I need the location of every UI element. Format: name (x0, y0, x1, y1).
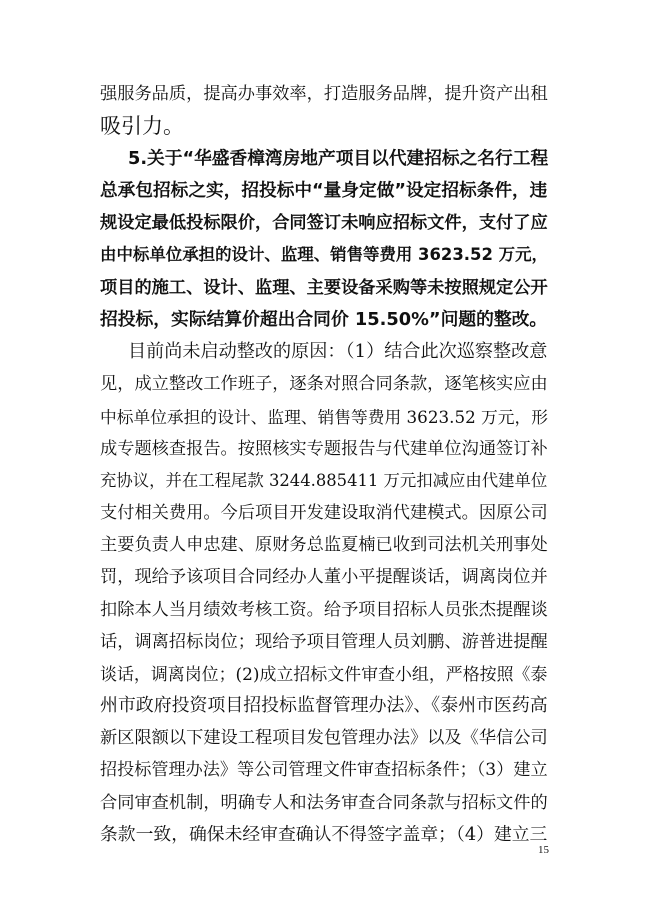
section-heading-line: 总承包招标之实，招投标中“量身定做”设定招标条件，违 (100, 181, 548, 201)
body-text-line: 主要负责人申忠建、原财务总监夏楠已收到司法机关刑事处 (100, 535, 548, 555)
body-text-line: 吸引力。 (100, 114, 184, 138)
body-text-line: 合同审查机制，明确专人和法务审查合同条款与招标文件的 (100, 793, 548, 813)
body-text-line: 谈话，调离岗位；(2)成立招标文件审查小组，严格按照《泰 (100, 664, 548, 684)
body-text-line: 罚，现给予该项目合同经办人董小平提醒谈话，调离岗位并 (100, 567, 548, 587)
section-heading-line: 项目的施工、设计、监理、主要设备采购等未按照规定公开 (100, 278, 548, 298)
body-text-line: 目前尚未启动整改的原因：（1）结合此次巡察整改意 (128, 341, 548, 362)
section-heading-line: 5.关于“华盛香樟湾房地产项目以代建招标之名行工程 (128, 149, 549, 169)
body-text-line: 扣除本人当月绩效考核工资。给予项目招标人员张杰提醒谈 (100, 600, 548, 620)
section-heading-line: 规设定最低投标限价，合同签订未响应招标文件，支付了应 (100, 213, 548, 233)
body-text-line: 招投标管理办法》等公司管理文件审查招标条件；（3）建立 (100, 760, 548, 780)
body-text-line: 州市政府投资项目招投标监督管理办法》、《泰州市医药高 (100, 695, 548, 716)
body-text-line: 支付相关费用。今后项目开发建设取消代建模式。因原公司 (100, 503, 548, 523)
body-text-line: 充协议，并在工程尾款 3244.885411 万元扣减应由代建单位 (100, 471, 548, 490)
body-text-line: 强服务品质，提高办事效率，打造服务品牌，提升资产出租 (100, 84, 548, 104)
section-heading-line: 由中标单位承担的设计、监理、销售等费用 3623.52 万元， (100, 245, 548, 264)
body-text-line: 成专题核查报告。按照核实专题报告与代建单位沟通签订补 (100, 439, 548, 459)
body-text-line: 话，调离招标岗位；现给予项目管理人员刘鹏、游普进提醒 (100, 632, 548, 652)
body-text-line: 中标单位承担的设计、监理、销售等费用 3623.52 万元，形 (100, 407, 548, 427)
section-heading-line: 招投标，实际结算价超出合同价 15.50%”问题的整改。 (100, 309, 548, 330)
body-text-line: 条款一致，确保未经审查确认不得签字盖章；（4）建立三 (100, 824, 548, 845)
body-text-line: 见，成立整改工作班子，逐条对照合同条款，逐笔核实应由 (100, 374, 548, 394)
page-number: 15 (538, 844, 549, 856)
body-text-line: 新区限额以下建设工程项目发包管理办法》以及《华信公司 (100, 728, 548, 748)
